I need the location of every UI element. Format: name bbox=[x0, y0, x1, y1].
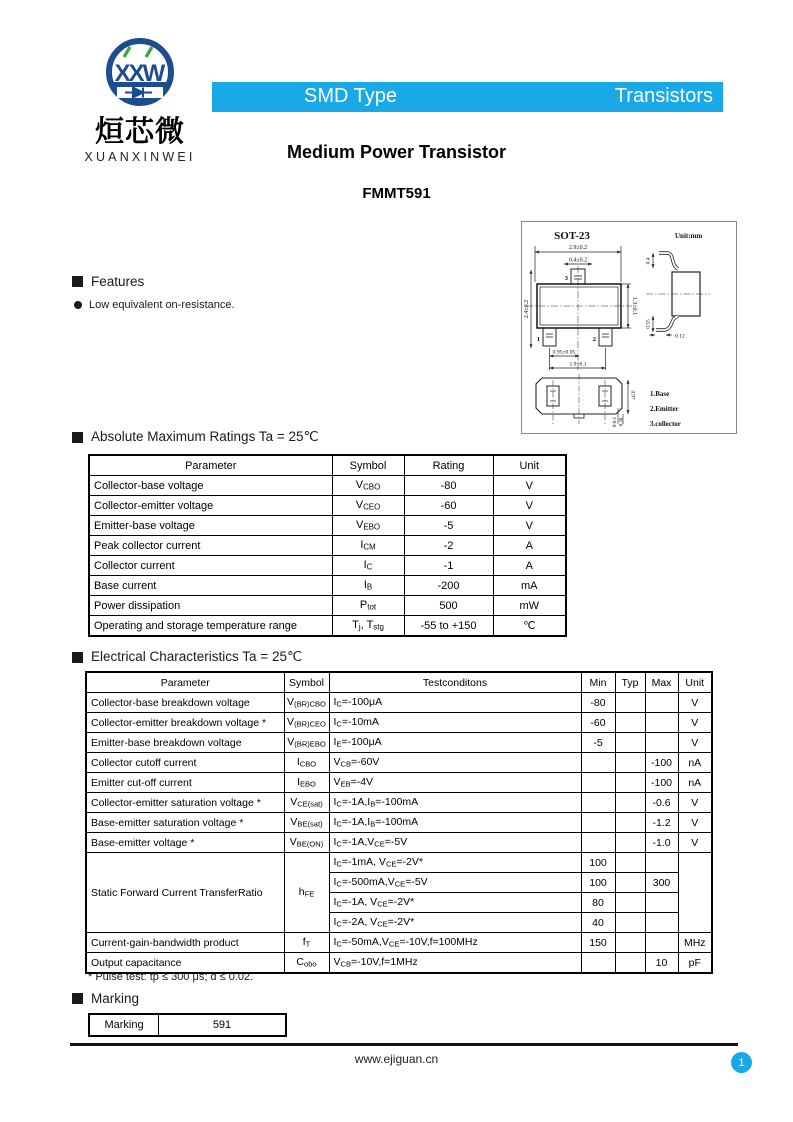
dim-lead-span: 1.9±0.1 bbox=[569, 361, 587, 368]
condition-cell: $I_C=-1A,I_B=-100mA$ bbox=[329, 793, 581, 813]
symbol-cell: $V_{(BR)CBO}$ bbox=[284, 693, 329, 713]
symbol-cell: $V_{CBO}$ bbox=[332, 476, 404, 496]
parameter-cell: Peak collector current bbox=[89, 536, 332, 556]
parameter-cell: Emitter-base breakdown voltage bbox=[86, 733, 284, 753]
table-row bbox=[89, 556, 566, 576]
table-row bbox=[89, 576, 566, 596]
min-cell: -80 bbox=[581, 693, 615, 713]
elec-char-header bbox=[86, 672, 712, 693]
column-header: Unit bbox=[493, 455, 566, 476]
dim-body-width: 1.3±0.1 bbox=[631, 296, 637, 316]
typ-cell bbox=[615, 733, 645, 753]
table-row bbox=[86, 733, 712, 753]
typ-cell bbox=[615, 693, 645, 713]
unit-cell: ℃ bbox=[493, 616, 566, 637]
logo-green-slash bbox=[124, 47, 130, 57]
max-cell: -100 bbox=[645, 753, 678, 773]
table-row bbox=[89, 616, 566, 637]
table-row bbox=[89, 596, 566, 616]
logo-romanized-name: XUANXINWEI bbox=[84, 150, 196, 165]
unit-cell: pF bbox=[678, 953, 712, 974]
table-row bbox=[86, 773, 712, 793]
parameter-cell: Collector-base voltage bbox=[89, 476, 332, 496]
max-cell: 300 bbox=[645, 873, 678, 893]
symbol-cell: $P_{tot}$ bbox=[332, 596, 404, 616]
marking-heading: Marking bbox=[72, 991, 139, 1006]
symbol-cell: $I_C$ bbox=[332, 556, 404, 576]
typ-cell bbox=[615, 893, 645, 913]
typ-cell bbox=[615, 793, 645, 813]
unit-cell: mA bbox=[493, 576, 566, 596]
condition-cell: $V_{CB}=-60V$ bbox=[329, 753, 581, 773]
parameter-cell: Base current bbox=[89, 576, 332, 596]
parameter-cell: Base-emitter voltage * bbox=[86, 833, 284, 853]
symbol-cell: $V_{CEO}$ bbox=[332, 496, 404, 516]
column-header: Min bbox=[581, 672, 615, 693]
pin-3-label: 3 bbox=[564, 275, 568, 282]
min-cell: 100 bbox=[581, 873, 615, 893]
symbol-cell: $I_{CM}$ bbox=[332, 536, 404, 556]
abs-max-body bbox=[89, 476, 566, 637]
table-row bbox=[89, 496, 566, 516]
unit-cell: MHz bbox=[678, 933, 712, 953]
typ-cell bbox=[615, 913, 645, 933]
unit-cell: V bbox=[678, 833, 712, 853]
parameter-cell: Base-emitter saturation voltage * bbox=[86, 813, 284, 833]
logo-green-slash bbox=[146, 47, 152, 57]
typ-cell bbox=[615, 753, 645, 773]
condition-cell: $I_C=-500mA,V_{CE}=-5V$ bbox=[329, 873, 581, 893]
parameter-cell: Power dissipation bbox=[89, 596, 332, 616]
parameter-cell: Collector-emitter voltage bbox=[89, 496, 332, 516]
min-cell: 150 bbox=[581, 933, 615, 953]
column-header: Unit bbox=[678, 672, 712, 693]
abs-max-heading: Absolute Maximum Ratings Ta = 25℃ bbox=[72, 429, 319, 445]
footer-url[interactable]: www.ejiguan.cn bbox=[354, 1052, 439, 1066]
pulse-test-footnote: * Pulse test: tp ≤ 300 μs; d ≤ 0.02. bbox=[88, 971, 254, 983]
condition-cell: $I_C=-1A,I_B=-100mA$ bbox=[329, 813, 581, 833]
table-row bbox=[89, 1014, 286, 1036]
column-header: Symbol bbox=[284, 672, 329, 693]
rating-cell: -1 bbox=[404, 556, 493, 576]
elec-char-table bbox=[85, 671, 713, 974]
header-right-label: Transistors bbox=[614, 85, 713, 107]
column-header: Rating bbox=[404, 455, 493, 476]
unit-cell: A bbox=[493, 536, 566, 556]
rating-cell: 500 bbox=[404, 596, 493, 616]
dim-tab-width: 0.4±0.2 bbox=[568, 257, 588, 264]
unit-cell: V bbox=[678, 813, 712, 833]
logo-mark bbox=[99, 34, 181, 114]
unit-cell: V bbox=[678, 693, 712, 713]
parameter-cell: Collector cutoff current bbox=[86, 753, 284, 773]
dim-overall-height: 2.4±0.2 bbox=[524, 299, 530, 319]
max-cell bbox=[645, 893, 678, 913]
min-cell: 100 bbox=[581, 853, 615, 873]
table-row bbox=[86, 693, 712, 713]
legend-base: 1.Base bbox=[650, 390, 670, 398]
dim-lead-width: 0.38 bbox=[619, 417, 625, 427]
unit-cell bbox=[678, 853, 712, 933]
symbol-cell: $C_{obo}$ bbox=[284, 953, 329, 974]
min-cell: -5 bbox=[581, 733, 615, 753]
condition-cell: $I_C=-1A,V_{CE}=-5V$ bbox=[329, 833, 581, 853]
header-left-label: SMD Type bbox=[304, 85, 397, 107]
rating-cell: -2 bbox=[404, 536, 493, 556]
symbol-cell: $f_T$ bbox=[284, 933, 329, 953]
min-cell bbox=[581, 753, 615, 773]
parameter-cell: Operating and storage temperature range bbox=[89, 616, 332, 637]
dim-lead-top: 0.4 bbox=[645, 257, 652, 265]
parameter-cell: Static Forward Current TransferRatio bbox=[86, 853, 284, 933]
parameter-cell: Output capacitance bbox=[86, 953, 284, 974]
unit-cell: A bbox=[493, 556, 566, 576]
rating-cell: -55 to +150 bbox=[404, 616, 493, 637]
unit-cell: V bbox=[493, 496, 566, 516]
package-name: SOT-23 bbox=[554, 230, 590, 242]
unit-cell: V bbox=[493, 476, 566, 496]
table-header-row bbox=[86, 672, 712, 693]
typ-cell bbox=[615, 853, 645, 873]
dim-top-width: 2.9±0.2 bbox=[568, 245, 588, 251]
table-row bbox=[86, 853, 712, 873]
typ-cell bbox=[615, 813, 645, 833]
abs-max-header bbox=[89, 455, 566, 476]
column-header: Symbol bbox=[332, 455, 404, 476]
max-cell bbox=[645, 913, 678, 933]
max-cell: -1.0 bbox=[645, 833, 678, 853]
min-cell bbox=[581, 833, 615, 853]
rating-cell: -200 bbox=[404, 576, 493, 596]
rating-cell: -60 bbox=[404, 496, 493, 516]
typ-cell bbox=[615, 953, 645, 974]
features-heading: Features bbox=[72, 274, 144, 289]
table-header-row bbox=[89, 455, 566, 476]
table-row bbox=[89, 516, 566, 536]
symbol-cell: $V_{CE(sat)}$ bbox=[284, 793, 329, 813]
min-cell: 40 bbox=[581, 913, 615, 933]
min-cell bbox=[581, 793, 615, 813]
condition-cell: $I_C=-2A$, $V_{CE}=-2V*$ bbox=[329, 913, 581, 933]
symbol-cell: $V_{BE(ON)}$ bbox=[284, 833, 329, 853]
min-cell: 80 bbox=[581, 893, 615, 913]
unit-cell: mW bbox=[493, 596, 566, 616]
condition-cell: $I_C=-50mA,V_{CE}=-10V,f=100MHz$ bbox=[329, 933, 581, 953]
elec-char-heading: Electrical Characteristics Ta = 25℃ bbox=[72, 649, 302, 665]
max-cell: -0.6 bbox=[645, 793, 678, 813]
marking-value-cell: 591 bbox=[159, 1014, 287, 1036]
unit-cell: V bbox=[678, 793, 712, 813]
symbol-cell: $V_{BE(sat)}$ bbox=[284, 813, 329, 833]
symbol-cell: $V_{EBO}$ bbox=[332, 516, 404, 536]
symbol-cell: $V_{(BR)CEO}$ bbox=[284, 713, 329, 733]
column-header: Typ bbox=[615, 672, 645, 693]
condition-cell: $V_{CB}=-10V,f=1MHz$ bbox=[329, 953, 581, 974]
condition-cell: $I_C=-1mA$, $V_{CE}=-2V*$ bbox=[329, 853, 581, 873]
table-row bbox=[89, 536, 566, 556]
max-cell bbox=[645, 713, 678, 733]
unit-cell: nA bbox=[678, 753, 712, 773]
rating-cell: -80 bbox=[404, 476, 493, 496]
symbol-cell: $I_{CBO}$ bbox=[284, 753, 329, 773]
max-cell: -100 bbox=[645, 773, 678, 793]
max-cell: 10 bbox=[645, 953, 678, 974]
pin-1-label: 1 bbox=[536, 336, 540, 343]
section-square-icon bbox=[72, 993, 83, 1004]
symbol-cell: $h_{FE}$ bbox=[284, 853, 329, 933]
typ-cell bbox=[615, 773, 645, 793]
parameter-cell: Collector-emitter breakdown voltage * bbox=[86, 713, 284, 733]
symbol-cell: $I_B$ bbox=[332, 576, 404, 596]
max-cell bbox=[645, 693, 678, 713]
typ-cell bbox=[615, 873, 645, 893]
table-row bbox=[86, 953, 712, 974]
max-cell bbox=[645, 733, 678, 753]
max-cell bbox=[645, 933, 678, 953]
typ-cell bbox=[615, 833, 645, 853]
section-square-icon bbox=[72, 432, 83, 443]
feature-item: Low equivalent on-resistance. bbox=[74, 299, 235, 311]
typ-cell bbox=[615, 713, 645, 733]
page-title: Medium Power Transistor bbox=[286, 142, 507, 162]
pin-2-label: 2 bbox=[592, 336, 596, 343]
logo-monogram: XXW bbox=[114, 60, 164, 87]
elec-char-body bbox=[86, 693, 712, 974]
part-number: FMMT591 bbox=[362, 185, 431, 202]
bullet-dot-icon bbox=[74, 301, 82, 309]
package-drawing bbox=[521, 221, 737, 434]
unit-cell: V bbox=[493, 516, 566, 536]
package-unit: Unit:mm bbox=[675, 232, 703, 240]
table-row bbox=[89, 476, 566, 496]
condition-cell: $I_C=-1A$, $V_{CE}=-2V*$ bbox=[329, 893, 581, 913]
parameter-cell: Collector-base breakdown voltage bbox=[86, 693, 284, 713]
condition-cell: $V_{EB}=-4V$ bbox=[329, 773, 581, 793]
min-cell: -60 bbox=[581, 713, 615, 733]
rating-cell: -5 bbox=[404, 516, 493, 536]
symbol-cell: $I_{EBO}$ bbox=[284, 773, 329, 793]
table-row bbox=[86, 793, 712, 813]
table-row bbox=[86, 833, 712, 853]
parameter-cell: Current-gain-bandwidth product bbox=[86, 933, 284, 953]
table-row bbox=[86, 713, 712, 733]
symbol-cell: $T_j$, $T_{stg}$ bbox=[332, 616, 404, 637]
max-cell: -1.2 bbox=[645, 813, 678, 833]
parameter-cell: Collector-emitter saturation voltage * bbox=[86, 793, 284, 813]
parameter-cell: Emitter-base voltage bbox=[89, 516, 332, 536]
dim-lead-pitch: 0.95±0.05 bbox=[552, 349, 576, 356]
dim-lead-bottom: 0.55 bbox=[645, 319, 652, 329]
typ-cell bbox=[615, 933, 645, 953]
dim-lead-thickness: 0.12 bbox=[675, 333, 685, 340]
unit-cell: V bbox=[678, 733, 712, 753]
max-cell bbox=[645, 853, 678, 873]
page-number-badge: 1 bbox=[731, 1052, 752, 1073]
legend-emitter: 2.Emitter bbox=[650, 405, 679, 413]
legend-collector: 3.collector bbox=[650, 420, 681, 428]
table-row bbox=[86, 813, 712, 833]
unit-cell: nA bbox=[678, 773, 712, 793]
min-cell bbox=[581, 773, 615, 793]
abs-max-table bbox=[88, 454, 567, 637]
dim-standoff: 0-0.1 bbox=[613, 417, 618, 427]
table-row bbox=[86, 753, 712, 773]
column-header: Testconditons bbox=[329, 672, 581, 693]
table-row bbox=[86, 933, 712, 953]
dim-height: 0.97 bbox=[629, 390, 636, 400]
column-header: Max bbox=[645, 672, 678, 693]
condition-cell: $I_C=-10mA$ bbox=[329, 713, 581, 733]
column-header: Parameter bbox=[86, 672, 284, 693]
condition-cell: $I_E=-100\mu A$ bbox=[329, 733, 581, 753]
unit-cell: V bbox=[678, 713, 712, 733]
logo-chinese-name: 烜芯微 bbox=[94, 116, 185, 148]
min-cell bbox=[581, 953, 615, 974]
section-square-icon bbox=[72, 276, 83, 287]
column-header: Parameter bbox=[89, 455, 332, 476]
condition-cell: $I_C=-100\mu A$ bbox=[329, 693, 581, 713]
min-cell bbox=[581, 813, 615, 833]
parameter-cell: Collector current bbox=[89, 556, 332, 576]
marking-label-cell: Marking bbox=[89, 1014, 159, 1036]
footer-rule bbox=[70, 1043, 738, 1046]
header-bar bbox=[212, 82, 723, 112]
parameter-cell: Emitter cut-off current bbox=[86, 773, 284, 793]
symbol-cell: $V_{(BR)EBO}$ bbox=[284, 733, 329, 753]
section-square-icon bbox=[72, 652, 83, 663]
marking-table bbox=[88, 1013, 287, 1037]
